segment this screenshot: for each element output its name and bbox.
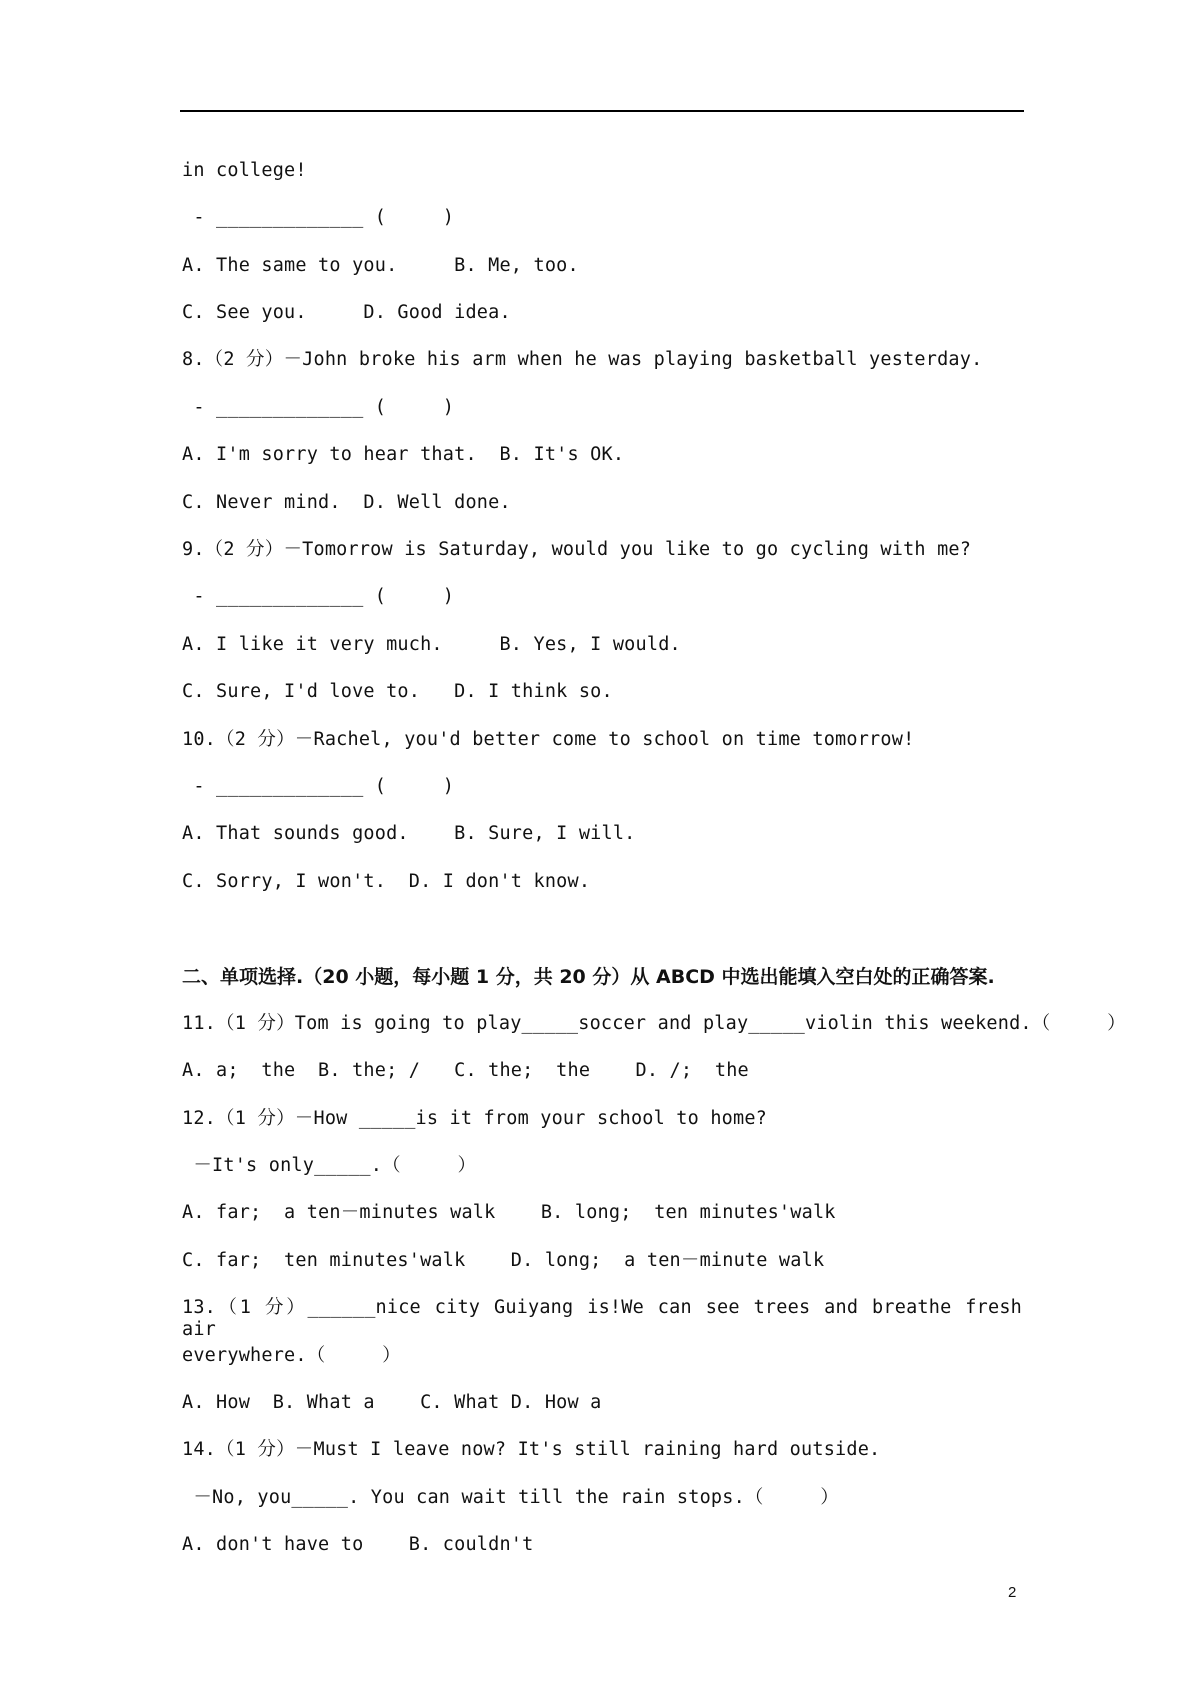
question-14-response: －No, you_____. You can wait till the rain stops.（ ） bbox=[182, 1487, 840, 1508]
question-12-response: －It's only_____.（ ） bbox=[182, 1155, 477, 1176]
options-row: C. Sure, I'd love to. D. I think so. bbox=[182, 681, 613, 702]
options-row: A. I like it very much. B. Yes, I would. bbox=[182, 634, 681, 655]
options-row: A. How B. What a C. What D. How a bbox=[182, 1392, 602, 1413]
question-13-continuation: everywhere.（ ） bbox=[182, 1345, 401, 1366]
question-8: 8.（2 分）－John broke his arm when he was playing basketball yesterday. bbox=[182, 349, 983, 370]
question-9: 9.（2 分）－Tomorrow is Saturday, would you like to go cycling with me? bbox=[182, 539, 972, 560]
page-number: 2 bbox=[1008, 1584, 1017, 1601]
header-rule bbox=[180, 110, 1024, 112]
question-11: 11.（1 分）Tom is going to play_____soccer and play_____violin this weekend.（ ） bbox=[182, 1013, 1126, 1034]
options-row: A. I'm sorry to hear that. B. It's OK. bbox=[182, 444, 625, 465]
options-row: A. The same to you. B. Me, too. bbox=[182, 255, 579, 276]
question-14: 14.（1 分）－Must I leave now? It's still raining hard outside. bbox=[182, 1439, 881, 1460]
answer-blank: - _____________ ( ) bbox=[182, 586, 455, 607]
answer-blank: - _____________ ( ) bbox=[182, 207, 455, 228]
question-13: 13.（1 分）______nice city Guiyang is!We can see trees and breathe fresh air bbox=[182, 1297, 1022, 1340]
question-12: 12.（1 分）－How _____is it from your school to home? bbox=[182, 1108, 768, 1129]
options-row: C. See you. D. Good idea. bbox=[182, 302, 511, 323]
options-row: A. a; the B. the; / C. the; the D. /; the bbox=[182, 1060, 749, 1081]
options-row: C. Sorry, I won't. D. I don't know. bbox=[182, 871, 591, 892]
answer-blank: - _____________ ( ) bbox=[182, 776, 455, 797]
question-10: 10.（2 分）－Rachel, you'd better come to school on time tomorrow! bbox=[182, 729, 915, 750]
options-row: A. That sounds good. B. Sure, I will. bbox=[182, 823, 636, 844]
options-row: A. don't have to B. couldn't bbox=[182, 1534, 534, 1555]
section-heading: 二、单项选择.（20 小题，每小题 1 分，共 20 分）从 ABCD 中选出能填入空白处的正确答案. bbox=[182, 966, 995, 988]
options-row: C. Never mind. D. Well done. bbox=[182, 492, 511, 513]
question-7-continuation: in college! bbox=[182, 160, 307, 181]
options-row: A. far; a ten－minutes walk B. long; ten minutes'walk bbox=[182, 1202, 836, 1223]
options-row: C. far; ten minutes'walk D. long; a ten－minute walk bbox=[182, 1250, 825, 1271]
answer-blank: - _____________ ( ) bbox=[182, 397, 455, 418]
